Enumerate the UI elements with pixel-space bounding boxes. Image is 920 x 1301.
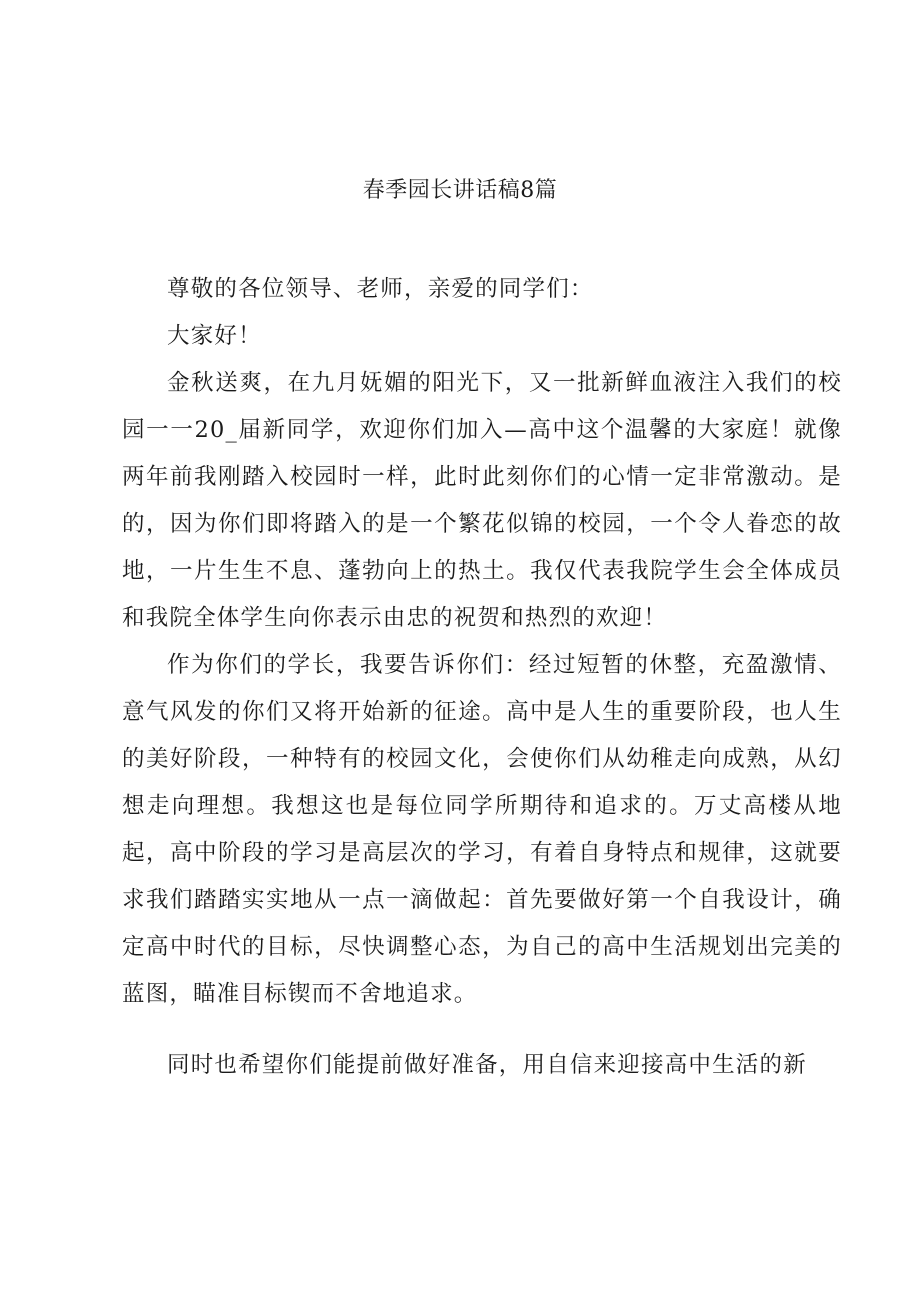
document-body	[122, 266, 842, 1089]
paragraph-hope: 同时也希望你们能提前做好准备，用自信来迎接高中生活的新	[167, 1052, 807, 1078]
paragraph-greeting: 大家好！	[167, 323, 262, 349]
paragraph-advice: 作为你们的学长，我要告诉你们：经过短暂的休整，充盈激情、意气风发的你们又将开始新的征途。高中是人生的重要阶段，也人生的美好阶段，一种特有的校园文化，会使你们从幼稚走向成熟，从幻想走向理想。我想这也是每位同学所期待和追求的。万丈高楼从地起，高中阶段的学习是高层次的学习，有着自身特点和规律，这就要求我们踏踏实实地从一点一滴做起：首先要做好第一个自我设计，确定高中时代的目标，尽快调整心态，为自己的高中生活规划出完美的蓝图，瞄准目标锲而不舍地追求。	[122, 652, 842, 1007]
page-title: 春季园长讲话稿8篇	[362, 178, 558, 203]
paragraph-salutation: 尊敬的各位领导、老师，亲爱的同学们：	[167, 276, 594, 302]
paragraph-welcome: 金秋送爽，在九月妩媚的阳光下，又一批新鲜血液注入我们的校园一一20_届新同学，欢迎你们加入—高中这个温馨的大家庭！就像两年前我刚踏入校园时一样，此时此刻你们的心情一定非常激动。是的，因为你们即将踏入的是一个繁花似锦的校园，一个令人眷恋的故地，一片生生不息、蓬勃向上的热土。我仅代表我院学生会全体成员和我院全体学生向你表示由忠的祝贺和热烈的欢迎！	[122, 370, 842, 631]
